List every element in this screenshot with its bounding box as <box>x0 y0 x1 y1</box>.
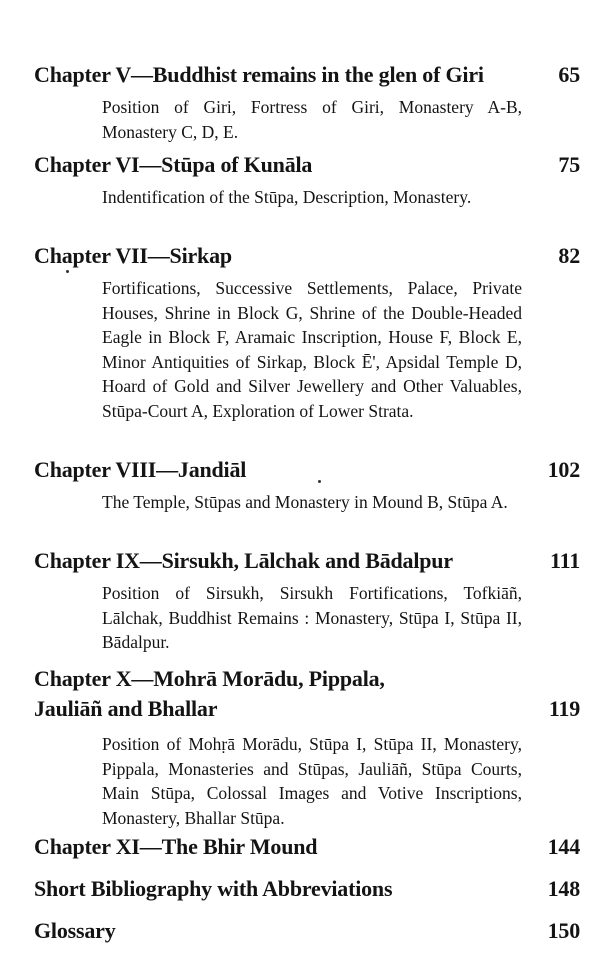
page-number: 150 <box>547 918 580 943</box>
chapter-description: Position of Giri, Fortress of Giri, Monastery A-B, Monastery C, D, E. <box>102 97 522 142</box>
chapter-description: Position of Mohṛā Morādu, Stūpa I, Stūpa II, Monastery, Pippala, Monasteries and Stūpas, Jauliāñ, Stūpa Courts, Main Stūpa, Colossal Images and Votive Inscriptions, Monastery, Bhallar Stūpa. <box>102 734 522 828</box>
toc-heading <box>0 832 600 862</box>
chapter-title: Chapter VIII—Jandiāl <box>34 457 247 482</box>
scan-speck <box>66 270 69 273</box>
toc-entry-chapter-xi <box>0 832 600 862</box>
chapter-title: Chapter V—Buddhist remains in the glen of Giri <box>34 62 484 87</box>
page-number: 111 <box>550 548 580 573</box>
toc-heading <box>0 150 600 180</box>
chapter-title: Chapter XI—The Bhir Mound <box>34 834 318 859</box>
toc-entry-chapter-v <box>0 60 600 144</box>
toc-heading <box>0 874 600 904</box>
toc-heading <box>0 664 600 724</box>
chapter-description: The Temple, Stūpas and Monastery in Mound B, Stūpa A. <box>102 492 508 512</box>
chapter-description: Position of Sirsukh, Sirsukh Fortifications, Tofkiāñ, Lālchak, Buddhist Remains : Monastery, Stūpa I, Stūpa II, Bādalpur. <box>102 583 522 652</box>
chapter-description: Indentification of the Stūpa, Description, Monastery. <box>102 187 472 207</box>
page-number: 119 <box>548 696 580 721</box>
toc-entry-bibliography <box>0 874 600 904</box>
toc-heading <box>0 241 600 271</box>
toc-entry-chapter-viii <box>0 455 600 515</box>
chapter-title: Chapter VI—Stūpa of Kunāla <box>34 152 313 177</box>
page-number: 75 <box>558 152 580 177</box>
toc-entry-chapter-vii <box>0 241 600 423</box>
toc-heading <box>0 455 600 485</box>
toc-heading <box>0 60 600 90</box>
page-number: 65 <box>558 62 580 87</box>
chapter-title: Short Bibliography with Abbreviations <box>34 876 393 901</box>
page-number: 82 <box>558 243 580 268</box>
toc-entry-glossary <box>0 916 600 946</box>
toc-entry-chapter-vi <box>0 150 600 210</box>
page-number: 144 <box>547 834 580 859</box>
page-number: 102 <box>547 457 580 482</box>
chapter-title: Chapter IX—Sirsukh, Lālchak and Bādalpur <box>34 548 453 573</box>
toc-entry-chapter-x <box>0 664 600 830</box>
toc-heading <box>0 916 600 946</box>
chapter-description: Fortifications, Successive Settlements, Palace, Private Houses, Shrine in Block G, Shrine of the Double-Headed Eagle in Block F, Aramaic Inscription, House F, Block E, Minor Antiquities of Sirkap, Block Ē', Apsidal Temple D, Hoard of Gold and Silver Jewellery and Other Valuables, Stūpa-Court A, Exploration of Lower Strata. <box>102 278 522 421</box>
chapter-title: Glossary <box>34 918 116 943</box>
scan-speck <box>318 480 321 483</box>
chapter-title: Chapter VII—Sirkap <box>34 243 232 268</box>
page-number: 148 <box>547 876 580 901</box>
chapter-title: Chapter X—Mohrā Morādu, Pippala, Jauliāñ and Bhallar <box>34 666 385 721</box>
toc-heading <box>0 546 600 576</box>
toc-entry-chapter-ix <box>0 546 600 655</box>
